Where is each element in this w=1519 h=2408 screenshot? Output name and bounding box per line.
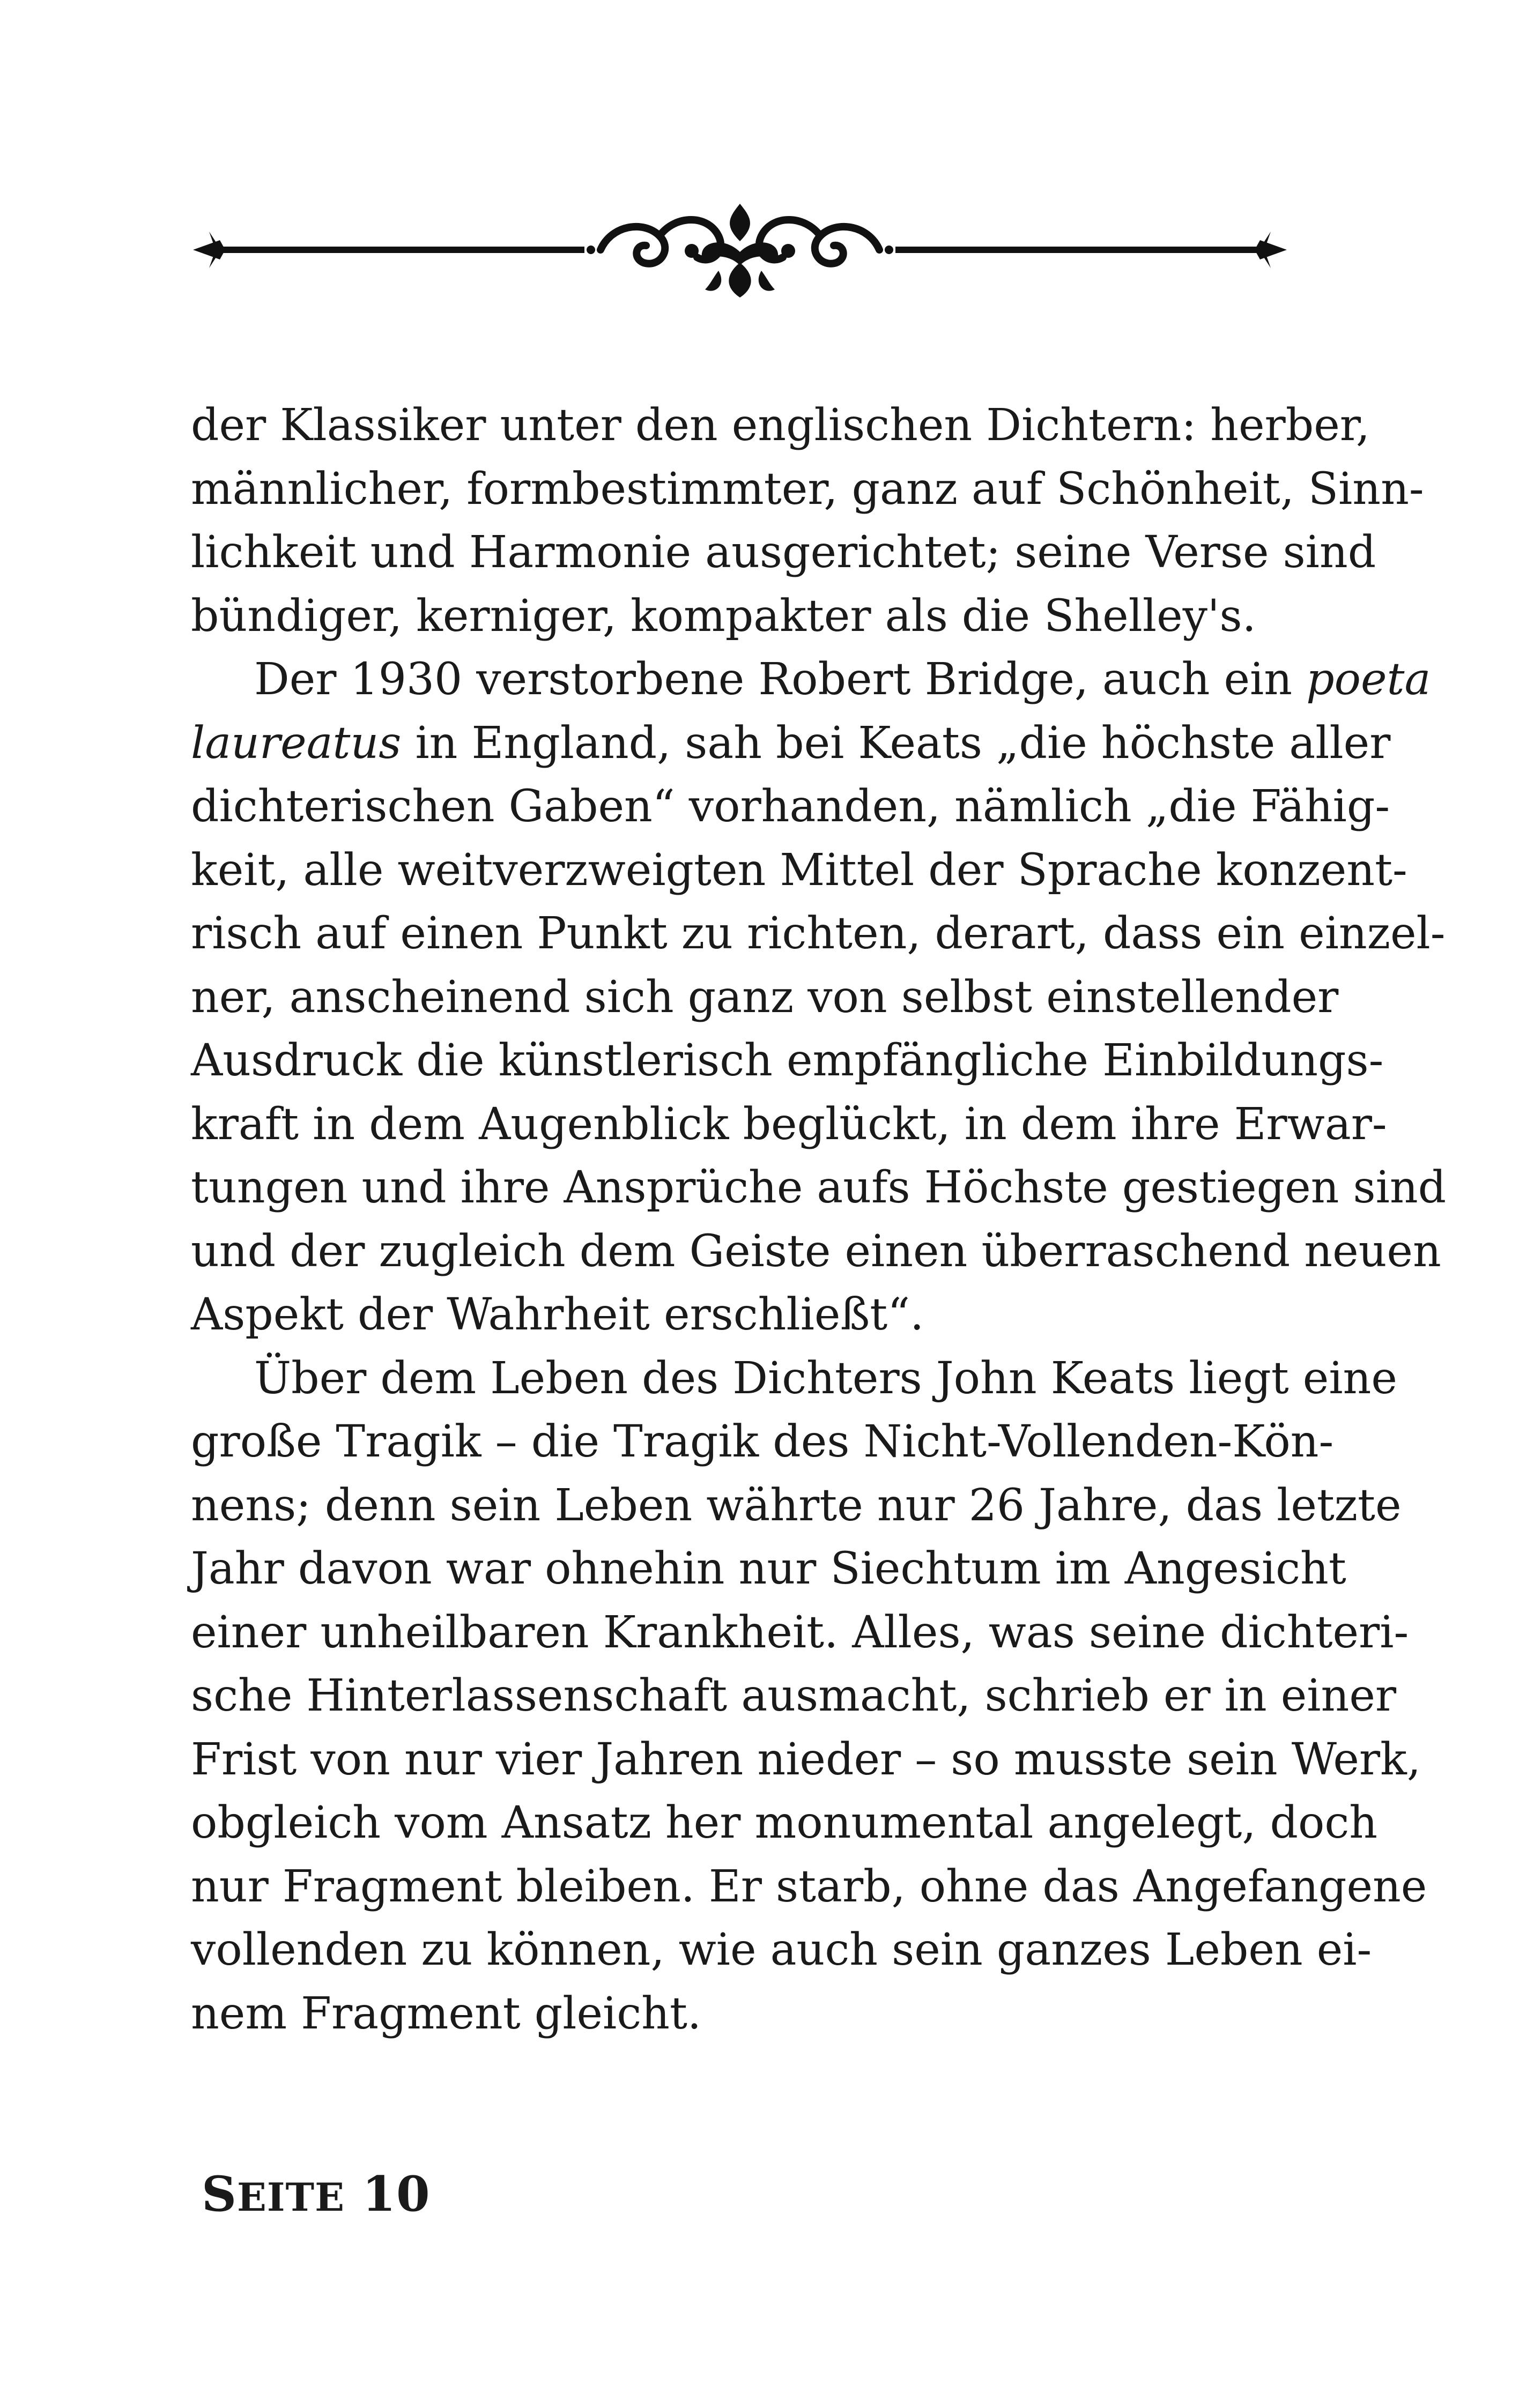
- text-line: tungen und ihre Ansprüche aufs Höchste gestiegen sind: [191, 1162, 1447, 1213]
- text-line: ner, anscheinend sich ganz von selbst einstellender: [191, 971, 1339, 1023]
- text-line: Jahr davon war ohnehin nur Siechtum im Angesicht: [191, 1543, 1346, 1594]
- text-line: vollenden zu können, wie auch sein ganzes Leben ei-: [191, 1924, 1372, 1975]
- text-line: kraft in dem Augenblick beglückt, in dem ihre Erwar-: [191, 1098, 1387, 1150]
- body-text: [191, 394, 1447, 2046]
- paragraph-2: [191, 648, 1447, 1347]
- text-line: sche Hinterlassenschaft ausmacht, schrieb er in einer: [191, 1670, 1397, 1721]
- page-label-rest: EITE: [237, 2174, 345, 2220]
- italic-term: poeta: [1306, 654, 1431, 705]
- text-line: Aspekt der Wahrheit erschließt“.: [191, 1289, 924, 1340]
- text-line: der Klassiker unter den englischen Dichtern: herber,: [191, 400, 1370, 451]
- paragraph-3: [191, 1347, 1427, 2046]
- text-line: und der zugleich dem Geiste einen überraschend neuen: [191, 1225, 1441, 1277]
- paragraph-1: [191, 394, 1424, 648]
- text-line: Frist von nur vier Jahren nieder – so musste sein Werk,: [191, 1734, 1421, 1785]
- text-segment: Der 1930 verstorbene Robert Bridge, auch ein: [254, 654, 1307, 705]
- page-label-initial: S: [202, 2166, 237, 2223]
- text-line: dichterischen Gaben“ vorhanden, nämlich „die Fähig-: [191, 781, 1390, 832]
- text-line: männlicher, formbestimmter, ganz auf Schönheit, Sinn-: [191, 463, 1424, 515]
- text-line: einer unheilbaren Krankheit. Alles, was seine dichteri-: [191, 1607, 1409, 1658]
- text-line: bündiger, kerniger, kompakter als die Shelley's.: [191, 590, 1256, 642]
- italic-term: laureatus: [191, 717, 402, 769]
- text-line: keit, alle weitverzweigten Mittel der Sprache konzent-: [191, 844, 1407, 896]
- scroll-divider-icon: [188, 193, 1292, 306]
- text-line: nens; denn sein Leben währte nur 26 Jahre, das letzte: [191, 1480, 1402, 1531]
- text-line: [191, 712, 1391, 776]
- page-number: 10: [362, 2166, 431, 2223]
- text-line: nur Fragment bleiben. Er starb, ohne das Angefangene: [191, 1861, 1427, 1912]
- text-line: nem Fragment gleicht.: [191, 1988, 701, 2039]
- text-line: risch auf einen Punkt zu richten, derart, dass ein einzel-: [191, 908, 1446, 959]
- text-line: große Tragik – die Tragik des Nicht-Vollenden-Kön-: [191, 1416, 1334, 1467]
- page-number-footer: [202, 2166, 431, 2223]
- text-line: lichkeit und Harmonie ausgerichtet; seine Verse sind: [191, 527, 1376, 578]
- text-line: Ausdruck die künstlerisch empfängliche Einbildungs-: [191, 1035, 1384, 1086]
- text-segment: in England, sah bei Keats „die höchste aller: [401, 717, 1391, 769]
- text-line: Über dem Leben des Dichters John Keats liegt eine: [254, 1352, 1397, 1404]
- text-line: obgleich vom Ansatz her monumental angelegt, doch: [191, 1797, 1378, 1848]
- text-line: [191, 648, 1431, 712]
